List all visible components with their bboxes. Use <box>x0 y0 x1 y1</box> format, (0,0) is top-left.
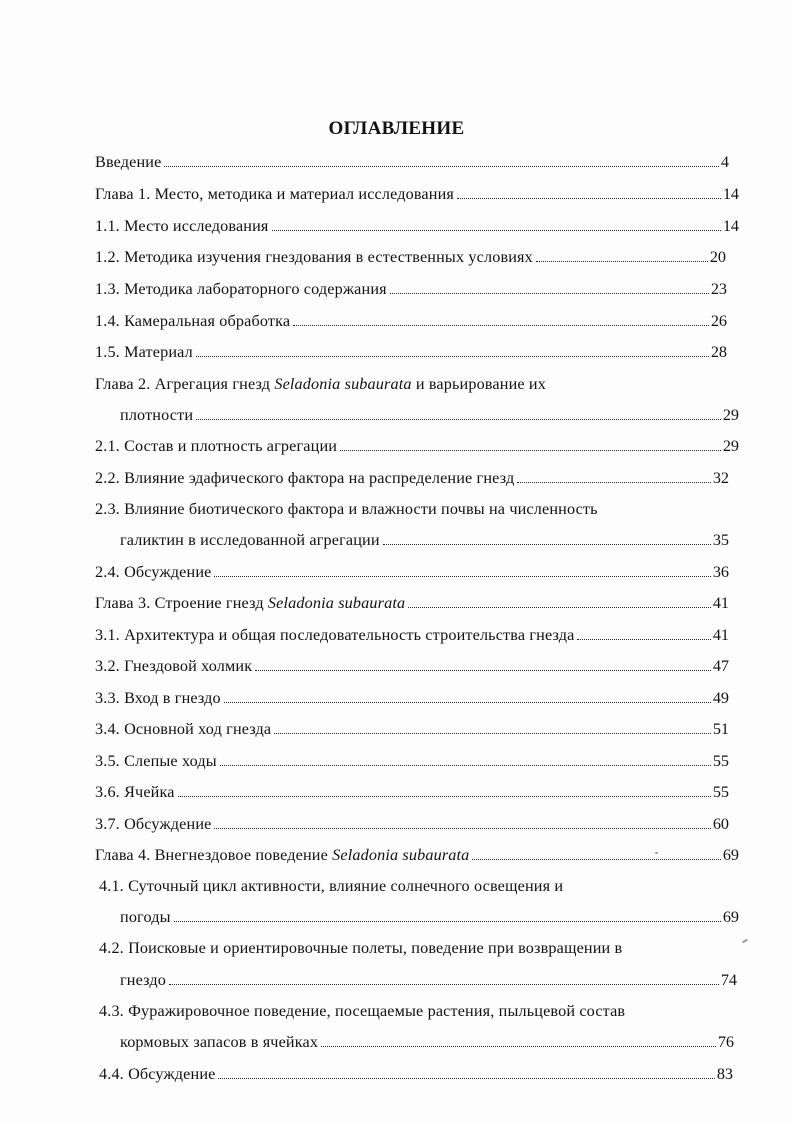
toc-entry <box>120 1032 734 1052</box>
toc-entry-continuation: погоды <box>120 908 171 926</box>
species-name: Seladonia subaurata <box>332 846 470 864</box>
toc-entry-text <box>95 593 405 613</box>
species-name: Seladonia subaurata <box>267 594 406 612</box>
toc-page-number: 55 <box>712 752 729 770</box>
toc-entry <box>95 562 729 582</box>
toc-page-number: 29 <box>722 437 739 455</box>
scan-artifact <box>742 939 748 944</box>
toc-entry-first-line: 2.3. Влияние биотического фактора и влажности почвы на численность <box>95 500 598 518</box>
toc-entry-text: 3.4. Основной ход гнезда <box>95 720 272 738</box>
toc-entry <box>95 845 739 865</box>
leader-dots <box>255 670 711 671</box>
chapter-title: Глава 4. Внегнездовое поведение <box>95 846 333 864</box>
toc-page-number: 20 <box>709 248 726 266</box>
toc-entry <box>95 751 729 771</box>
leader-dots <box>408 607 711 608</box>
toc-page-number: 35 <box>712 531 729 549</box>
toc-entry-text: 3.6. Ячейка <box>95 783 175 801</box>
toc-page-number: 60 <box>712 815 729 833</box>
leader-dots <box>340 450 721 451</box>
toc-entry <box>95 279 727 299</box>
toc-entry-text: 3.7. Обсуждение <box>95 815 212 833</box>
toc-entry-text: 3.1. Архитектура и общая последовательность строительства гнезда <box>95 626 575 644</box>
toc-entry <box>95 656 729 676</box>
toc-page-number: 14 <box>722 185 739 203</box>
toc-page-number: 49 <box>712 689 729 707</box>
toc-entry-text: 1.5. Материал <box>95 343 193 361</box>
toc-page-number: 32 <box>712 469 729 487</box>
toc-entry <box>120 405 739 425</box>
toc-page-number: 29 <box>722 406 739 424</box>
leader-dots <box>272 230 721 231</box>
toc-entry <box>120 530 729 550</box>
leader-dots <box>457 198 721 199</box>
toc-page-number: 4 <box>720 153 729 171</box>
toc-entry <box>95 184 739 204</box>
toc-entry-text <box>95 845 469 865</box>
toc-entry <box>95 625 729 645</box>
leader-dots <box>169 984 719 985</box>
toc-entry-continuation: плотности <box>120 406 194 424</box>
toc-page-number: 83 <box>716 1065 733 1083</box>
toc-entry-continuation: кормовых запасов в ячейках <box>120 1033 319 1051</box>
toc-page-number: 69 <box>722 908 739 926</box>
toc-page-number: 76 <box>717 1033 734 1051</box>
leader-dots <box>214 828 710 829</box>
toc-page-number: 36 <box>712 563 729 581</box>
leader-dots <box>196 356 709 357</box>
toc-entry-text: 3.3. Вход в гнездо <box>95 689 221 707</box>
toc-entry <box>95 782 729 802</box>
chapter-title: Глава 3. Строение гнезд <box>95 594 268 612</box>
leader-dots <box>220 765 711 766</box>
toc-entry <box>95 247 726 267</box>
leader-dots <box>390 293 709 294</box>
leader-dots <box>224 702 711 703</box>
toc-page-number: 23 <box>710 280 727 298</box>
toc-entry <box>120 970 737 990</box>
species-name: Seladonia subaurata <box>274 375 412 393</box>
toc-page-number: 69 <box>722 846 739 864</box>
toc-page-number: 14 <box>722 217 739 235</box>
toc-entry-text: Введение <box>95 153 162 171</box>
scan-artifact <box>655 852 658 854</box>
toc-entry-text: 2.2. Влияние эдафического фактора на распределение гнезд <box>95 469 515 487</box>
toc-entry <box>95 216 739 236</box>
toc-page-number: 55 <box>712 783 729 801</box>
toc-page-number: 74 <box>720 971 737 989</box>
toc-entry-text-cont: и варьирование их <box>411 375 546 393</box>
leader-dots <box>517 482 710 483</box>
toc-entry-text: 3.5. Слепые ходы <box>95 752 217 770</box>
toc-entry <box>95 814 729 834</box>
toc-entry-text: 3.2. Гнездовой холмик <box>95 657 253 675</box>
leader-dots <box>164 166 718 167</box>
toc-page-number: 26 <box>710 312 727 330</box>
toc-entry <box>120 907 739 927</box>
toc-entry <box>95 593 729 613</box>
toc-entry <box>99 1064 733 1084</box>
page-title: ОГЛАВЛЕНИЕ <box>328 118 465 139</box>
toc-entry <box>95 719 729 739</box>
leader-dots <box>472 859 720 860</box>
toc-entry <box>95 468 729 488</box>
toc-entry-text: 1.3. Методика лабораторного содержания <box>95 280 387 298</box>
toc-page-number: 41 <box>712 626 729 644</box>
toc-entry-text: 1.2. Методика изучения гнездования в естественных условиях <box>95 248 533 266</box>
toc-entry-continuation: галиктин в исследованной агрегации <box>120 531 380 549</box>
leader-dots <box>536 261 708 262</box>
toc-entry-text: 4.4. Обсуждение <box>99 1065 216 1083</box>
toc-entry-text: Глава 2. Агрегация гнезд <box>95 375 275 393</box>
toc-page-number: 28 <box>710 343 727 361</box>
leader-dots <box>178 796 711 797</box>
leader-dots <box>218 1078 714 1079</box>
toc-entry-text: 2.1. Состав и плотность агрегации <box>95 437 338 455</box>
leader-dots <box>196 419 721 420</box>
toc-page-number: 41 <box>712 594 729 612</box>
leader-dots <box>174 921 721 922</box>
leader-dots <box>383 544 711 545</box>
toc-entry <box>95 311 727 331</box>
toc-entry <box>95 436 739 456</box>
leader-dots <box>274 733 711 734</box>
toc-entry-text: 1.4. Камеральная обработка <box>95 312 291 330</box>
toc-page-number: 51 <box>712 720 729 738</box>
toc-entry <box>95 688 729 708</box>
leader-dots <box>293 325 709 326</box>
toc-entry-text: 1.1. Место исследования <box>95 217 269 235</box>
toc-page-number: 47 <box>712 657 729 675</box>
toc-entry-first-line: 4.3. Фуражировочное поведение, посещаемые растения, пыльцевой состав <box>99 1002 626 1020</box>
leader-dots <box>214 576 710 577</box>
toc-entry <box>95 152 729 172</box>
leader-dots <box>321 1046 716 1047</box>
toc-entry-text: Глава 1. Место, методика и материал исследования <box>95 185 454 203</box>
toc-entry-first-line: 4.2. Поисковые и ориентировочные полеты, поведение при возвращении в <box>99 939 623 957</box>
toc-entry-text: 2.4. Обсуждение <box>95 563 212 581</box>
toc-entry-first-line: 4.1. Суточный цикл активности, влияние солнечного освещения и <box>99 877 564 895</box>
toc-entry <box>95 342 727 362</box>
toc-entry-continuation: гнездо <box>120 971 167 989</box>
leader-dots <box>577 639 710 640</box>
toc-entry-first-line <box>95 374 546 394</box>
